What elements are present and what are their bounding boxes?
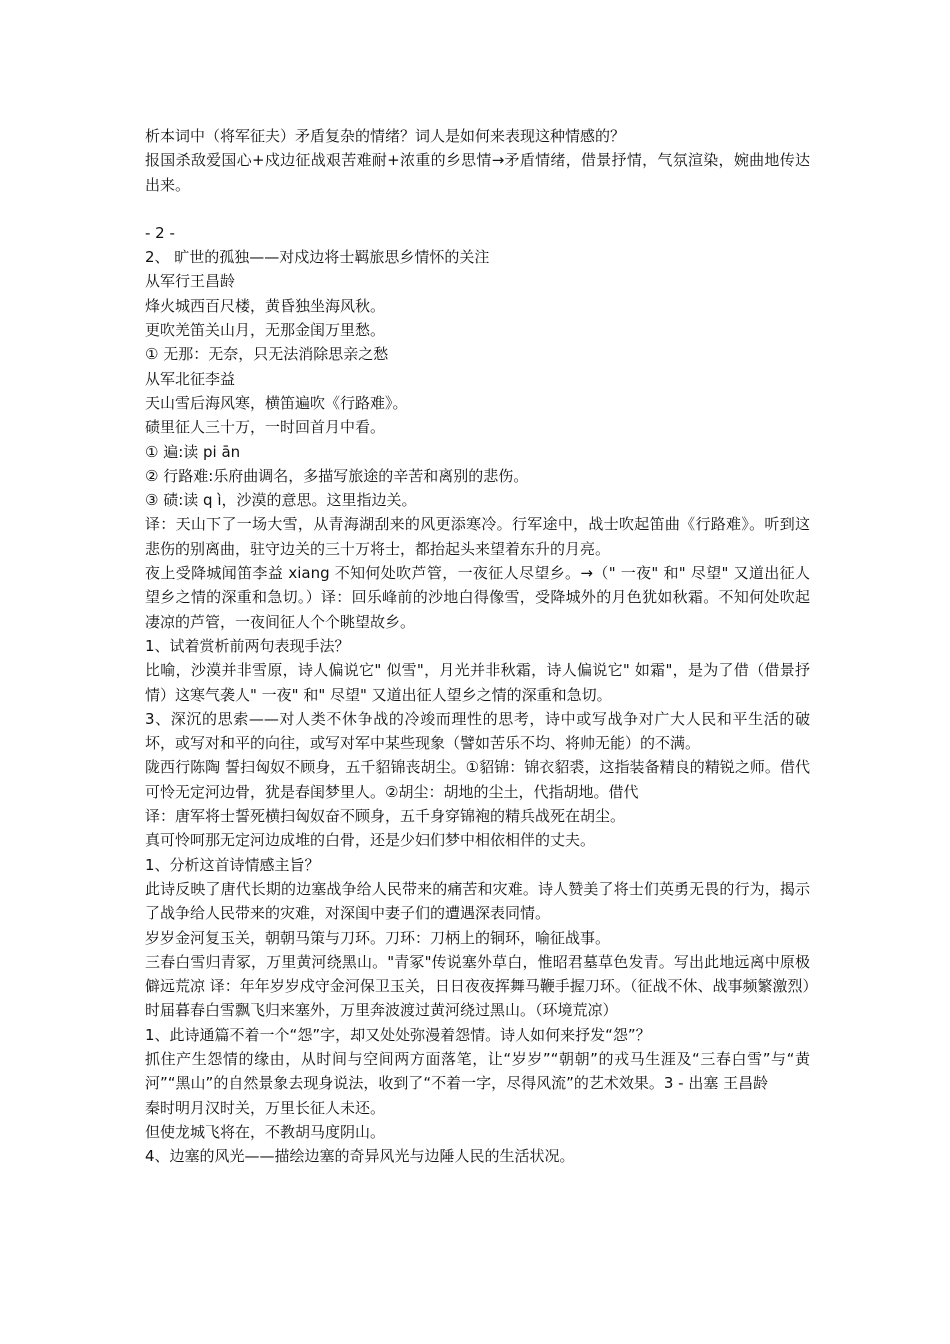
- page-number: - 2 -: [145, 223, 175, 242]
- section-heading: 2、 旷世的孤独——对戍边将士羁旅思乡情怀的关注: [145, 248, 490, 267]
- poem-title: 从军北征李益: [145, 369, 236, 388]
- text-line: 报国杀敌爱国心+戍边征战艰苦难耐+浓重的乡思情→矛盾情绪，借景抒情，气氛渲染，婉曲地传达出来。: [145, 151, 810, 194]
- poem-line: 秦时明月汉时关，万里长征人未还。: [145, 1098, 386, 1117]
- poem-paragraph: 夜上受降城闻笛李益 xiang 不知何处吹芦管，一夜征人尽望乡。→（" 一夜" 和" 尽望" 又道出征人望乡之情的深重和急切。）译：回乐峰前的沙地白得像雪，受降城外的月色犹如秋霜。不知何处吹起凄凉的芦管，一夜间征人个个眺望故乡。: [145, 564, 810, 631]
- answer-paragraph: 此诗反映了唐代长期的边塞战争给人民带来的痛苦和灾难。诗人赞美了将士们英勇无畏的行为，揭示了战争给人民带来的灾难，对深闺中妻子们的遭遇深表同情。: [145, 879, 810, 923]
- translation-paragraph: 真可怜呵那无定河边成堆的白骨，还是少妇们梦中相依相伴的丈夫。: [145, 831, 596, 850]
- question: 1、试着赏析前两句表现手法？: [145, 636, 350, 655]
- poem-line: 更吹羌笛关山月，无那金闺万里愁。: [145, 321, 386, 340]
- translation-paragraph: 译：唐军将士誓死横扫匈奴奋不顾身，五千身穿锦袍的精兵战死在胡尘。: [145, 807, 626, 826]
- section-heading: 4、边塞的风光——描绘边塞的奇异风光与边陲人民的生活状况。: [145, 1147, 575, 1166]
- question: 1、分析这首诗情感主旨？: [145, 855, 320, 874]
- translation-paragraph: 译：天山下了一场大雪，从青海湖刮来的风更添寒冷。行军途中，战士吹起笛曲《行路难》。听到这悲伤的别离曲，驻守边关的三十万将士，都抬起头来望着东升的月亮。: [145, 515, 810, 558]
- text-line: 析本词中（将军征夫）矛盾复杂的情绪？词人是如何来表现这种情感的？: [145, 127, 626, 145]
- annotation: ③ 碛:读 q ì，沙漠的意思。这里指边关。: [145, 491, 417, 510]
- section-heading: 3、深沉的思索——对人类不休争战的冷竣而理性的思考，诗中或写战争对广大人民和平生活的破坏，或写对和平的向往，或写对军中某些现象（譬如苦乐不均、将帅无能）的不满。: [145, 709, 810, 753]
- answer-paragraph: 比喻，沙漠并非雪原，诗人偏说它" 似雪"，月光并非秋霜，诗人偏说它" 如霜"，是为了借（借景抒情）这寒气袭人" 一夜" 和" 尽望" 又道出征人望乡之情的深重和急切。: [145, 661, 810, 704]
- poem-line: 碛里征人三十万，一时回首月中看。: [145, 418, 386, 437]
- poem-paragraph: 陇西行陈陶 誓扫匈奴不顾身，五千貂锦丧胡尘。①貂锦：锦衣貂裘，这指装备精良的精锐之师。借代 可怜无定河边骨，犹是春闺梦里人。②胡尘：胡地的尘土，代指胡地。借代: [145, 758, 810, 801]
- question: 1、此诗通篇不着一个“怨”字，却又处处弥漫着怨情。诗人如何来抒发“怨”？: [145, 1025, 651, 1044]
- annotation: ② 行路难:乐府曲调名，多描写旅途的辛苦和离别的悲伤。: [145, 466, 529, 485]
- poem-paragraph: 三春白雪归青冢，万里黄河绕黑山。"青冢"传说塞外草白，惟昭君墓草色发青。写出此地远离中原极僻远荒凉 译：年年岁岁戍守金河保卫玉关，日日夜夜挥舞马鞭手握刀环。（征战不休、战事频繁激烈）时届暮春白雪飘飞归来塞外，万里奔波渡过黄河绕过黑山。（环境荒凉）: [145, 952, 810, 1020]
- answer-paragraph: 抓住产生怨情的缘由，从时间与空间两方面落笔，让“岁岁”“朝朝”的戎马生涯及“三春白雪”与“黄河”“黑山”的自然景象去现身说法，收到了“不着一字，尽得风流”的艺术效果。3 - 出塞 王昌龄: [145, 1049, 810, 1093]
- blank-line: [145, 197, 810, 221]
- annotation: ① 遍:读 pi ān: [145, 442, 241, 461]
- poem-title: 从军行王昌龄: [145, 272, 236, 291]
- poem-line: 天山雪后海风寒，横笛遍吹《行路难》。: [145, 393, 408, 412]
- document-body: [145, 124, 810, 1168]
- poem-line: 烽火城西百尺楼，黄昏独坐海风秋。: [145, 296, 386, 315]
- poem-line: 岁岁金河复玉关，朝朝马策与刀环。刀环：刀柄上的铜环，喻征战事。: [145, 928, 611, 947]
- annotation: ① 无那：无奈，只无法消除思亲之愁: [145, 345, 389, 364]
- poem-line: 但使龙城飞将在，不教胡马度阴山。: [145, 1122, 386, 1141]
